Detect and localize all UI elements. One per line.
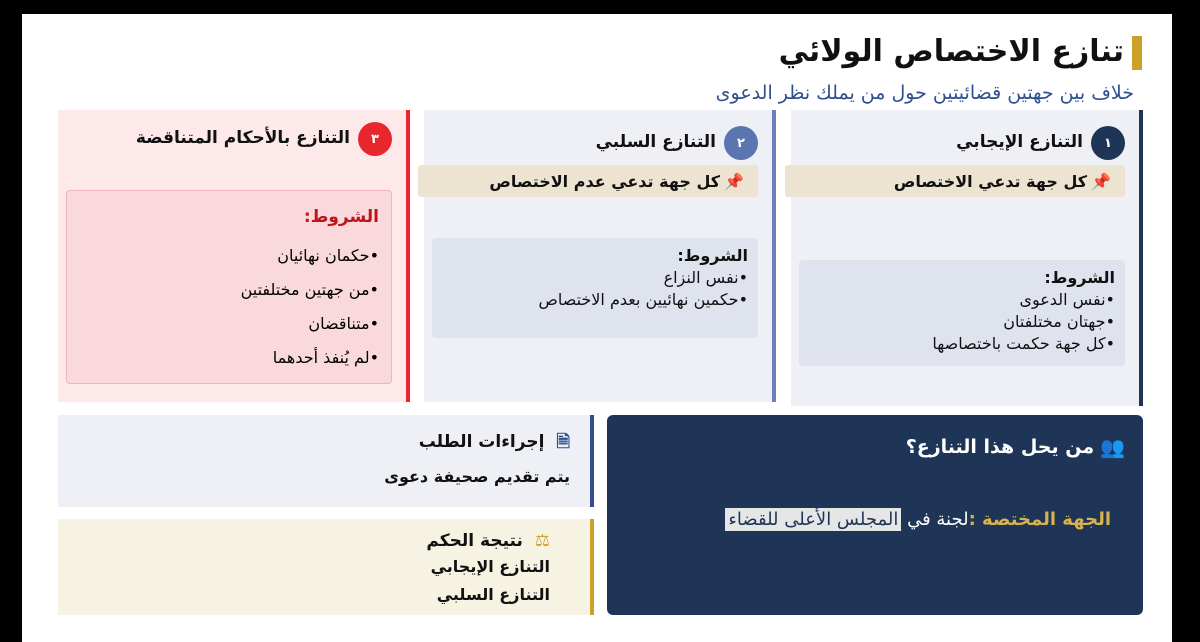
card-negative-conflict bbox=[424, 110, 776, 402]
result-title-text: نتيجة الحكم bbox=[426, 531, 523, 551]
screen-edge-right bbox=[1172, 0, 1200, 642]
number-badge: ٢ bbox=[724, 126, 758, 160]
condition-item: •حكمين نهائيين بعدم الاختصاص bbox=[538, 290, 748, 309]
condition-item: •نفس الدعوى bbox=[1019, 290, 1115, 309]
who-title bbox=[906, 435, 1125, 459]
condition-item: •حكمان نهائيان bbox=[277, 246, 379, 265]
conditions-box bbox=[66, 190, 392, 384]
who-title-text: من يحل هذا التنازع؟ bbox=[905, 436, 1095, 458]
claim-text: كل جهة تدعي الاختصاص bbox=[893, 171, 1088, 191]
procedure-title bbox=[419, 429, 570, 458]
conditions-title: الشروط: bbox=[1044, 268, 1115, 287]
procedure-text: يتم تقديم صحيفة دعوى bbox=[384, 467, 570, 486]
condition-item: •جهتان مختلفتان bbox=[1003, 312, 1115, 331]
gavel-icon: ⚖ bbox=[534, 531, 550, 551]
people-icon: 👥 bbox=[1100, 435, 1125, 459]
condition-item: •لم يُنفذ أحدهما bbox=[272, 348, 379, 367]
claim-text: كل جهة تدعي عدم الاختصاص bbox=[489, 171, 721, 191]
title-accent-bar bbox=[1132, 36, 1142, 70]
competent-authority bbox=[725, 509, 1111, 530]
card-heading: التنازع السلبي bbox=[595, 132, 716, 152]
result-title bbox=[426, 531, 550, 551]
condition-item: •من جهتين مختلفتين bbox=[240, 280, 379, 299]
condition-item: •متناقضان bbox=[308, 314, 379, 333]
authority-label: الجهة المختصة : bbox=[968, 509, 1111, 530]
page-title: تنازع الاختصاص الولائي bbox=[778, 34, 1124, 69]
who-resolves-card bbox=[607, 415, 1143, 615]
condition-item: •نفس النزاع bbox=[663, 268, 748, 287]
document-icon: 🗎 bbox=[556, 432, 570, 452]
conditions-title: الشروط: bbox=[303, 207, 379, 227]
procedure-card bbox=[58, 415, 594, 507]
screen-edge-left bbox=[0, 0, 22, 642]
result-card bbox=[58, 519, 594, 615]
condition-item: •كل جهة حكمت باختصاصها bbox=[932, 334, 1115, 353]
claim-banner bbox=[418, 165, 758, 197]
authority-highlight: المجلس الأعلى للقضاء bbox=[725, 508, 901, 531]
authority-value: لجنة في bbox=[901, 509, 969, 530]
card-contradictory-judgments bbox=[58, 110, 410, 402]
card-heading: التنازع بالأحكام المتناقضة bbox=[135, 128, 350, 148]
result-item: التنازع السلبي bbox=[436, 585, 550, 604]
card-heading: التنازع الإيجابي bbox=[956, 132, 1083, 152]
page-subtitle: خلاف بين جهتين قضائيتين حول من يملك نظر الدعوى bbox=[715, 82, 1134, 104]
conditions-title: الشروط: bbox=[677, 246, 748, 265]
result-item: التنازع الإيجابي bbox=[430, 557, 550, 576]
pushpin-icon: 📌 bbox=[724, 171, 744, 191]
number-badge: ١ bbox=[1091, 126, 1125, 160]
pushpin-icon: 📌 bbox=[1091, 171, 1111, 191]
number-badge: ٣ bbox=[358, 122, 392, 156]
conditions-box bbox=[799, 260, 1125, 366]
card-positive-conflict bbox=[791, 110, 1143, 406]
procedure-title-text: إجراءات الطلب bbox=[418, 432, 545, 452]
claim-banner bbox=[785, 165, 1125, 197]
conditions-box bbox=[432, 238, 758, 338]
screen-edge-top bbox=[0, 0, 1200, 14]
